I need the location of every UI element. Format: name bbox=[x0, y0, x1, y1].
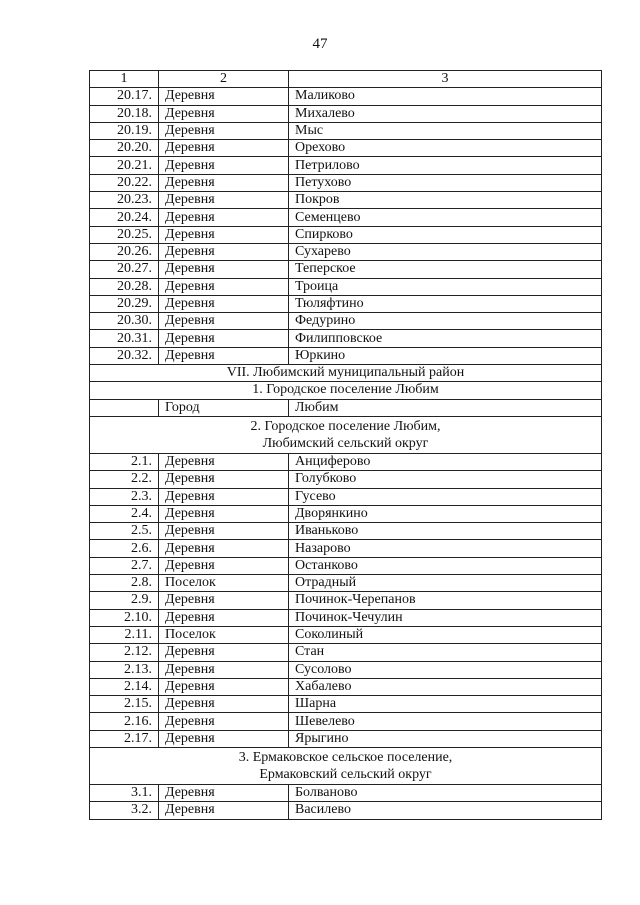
section-heading-row bbox=[90, 747, 602, 784]
table-row bbox=[90, 557, 602, 574]
settlement-type: Деревня bbox=[159, 261, 289, 278]
section-heading-line: Любимский сельский округ bbox=[262, 435, 429, 451]
settlement-name: Федурино bbox=[289, 313, 602, 330]
settlement-name: Орехово bbox=[289, 140, 602, 157]
settlement-name: Василево bbox=[289, 802, 602, 819]
table-row bbox=[90, 696, 602, 713]
table-row bbox=[90, 347, 602, 364]
section-heading bbox=[90, 747, 602, 784]
row-number: 20.24. bbox=[90, 209, 159, 226]
table-row bbox=[90, 243, 602, 260]
table-row bbox=[90, 592, 602, 609]
table-row bbox=[90, 330, 602, 347]
settlement-type: Деревня bbox=[159, 209, 289, 226]
settlement-name: Иваньково bbox=[289, 523, 602, 540]
table-row bbox=[90, 644, 602, 661]
row-number: 2.6. bbox=[90, 540, 159, 557]
row-number: 2.11. bbox=[90, 626, 159, 643]
row-number: 20.18. bbox=[90, 105, 159, 122]
settlement-name: Петухово bbox=[289, 174, 602, 191]
settlement-name: Троица bbox=[289, 278, 602, 295]
settlement-type: Деревня bbox=[159, 713, 289, 730]
settlement-type: Деревня bbox=[159, 540, 289, 557]
column-header-name: 3 bbox=[289, 71, 602, 88]
settlement-type: Деревня bbox=[159, 313, 289, 330]
settlement-type: Деревня bbox=[159, 730, 289, 747]
table-row bbox=[90, 626, 602, 643]
row-number: 20.20. bbox=[90, 140, 159, 157]
settlement-name: Гусево bbox=[289, 488, 602, 505]
settlement-type: Деревня bbox=[159, 523, 289, 540]
settlement-type: Деревня bbox=[159, 174, 289, 191]
settlement-type: Деревня bbox=[159, 661, 289, 678]
row-number: 2.10. bbox=[90, 609, 159, 626]
settlement-name: Хабалево bbox=[289, 678, 602, 695]
table-row bbox=[90, 140, 602, 157]
settlement-name: Сусолово bbox=[289, 661, 602, 678]
table-row bbox=[90, 471, 602, 488]
settlement-name: Теперское bbox=[289, 261, 602, 278]
settlement-type: Деревня bbox=[159, 295, 289, 312]
table-row bbox=[90, 540, 602, 557]
settlement-type: Деревня bbox=[159, 278, 289, 295]
settlement-name: Останково bbox=[289, 557, 602, 574]
table-row bbox=[90, 678, 602, 695]
row-number: 20.31. bbox=[90, 330, 159, 347]
row-number: 2.7. bbox=[90, 557, 159, 574]
section-heading-row bbox=[90, 382, 602, 399]
row-number: 3.1. bbox=[90, 784, 159, 801]
table-row bbox=[90, 192, 602, 209]
row-number: 2.15. bbox=[90, 696, 159, 713]
settlement-type: Деревня bbox=[159, 192, 289, 209]
page-number: 47 bbox=[312, 36, 328, 52]
row-number: 2.13. bbox=[90, 661, 159, 678]
settlement-name: Филипповское bbox=[289, 330, 602, 347]
row-number: 2.14. bbox=[90, 678, 159, 695]
section-heading-line: 3. Ермаковское сельское поселение, bbox=[238, 749, 453, 765]
table-row bbox=[90, 784, 602, 801]
settlement-type: Поселок bbox=[159, 626, 289, 643]
section-heading-line: Ермаковский сельский округ bbox=[259, 766, 432, 782]
settlement-type: Деревня bbox=[159, 471, 289, 488]
settlement-name: Любим bbox=[289, 399, 602, 416]
table-row bbox=[90, 802, 602, 819]
table-row bbox=[90, 453, 602, 470]
table-row bbox=[90, 609, 602, 626]
settlement-name: Тюляфтино bbox=[289, 295, 602, 312]
settlement-type: Деревня bbox=[159, 802, 289, 819]
settlement-name: Сухарево bbox=[289, 243, 602, 260]
row-number: 20.19. bbox=[90, 122, 159, 139]
table-row bbox=[90, 278, 602, 295]
settlement-name: Стан bbox=[289, 644, 602, 661]
row-number: 20.28. bbox=[90, 278, 159, 295]
section-heading-line: 1. Городское поселение Любим bbox=[252, 382, 439, 398]
table-row bbox=[90, 713, 602, 730]
row-number: 2.12. bbox=[90, 644, 159, 661]
settlements-table-body bbox=[90, 71, 602, 820]
table-row bbox=[90, 88, 602, 105]
settlement-type: Деревня bbox=[159, 505, 289, 522]
table-row bbox=[90, 505, 602, 522]
row-number: 20.26. bbox=[90, 243, 159, 260]
table-row bbox=[90, 261, 602, 278]
table-row bbox=[90, 730, 602, 747]
row-number: 2.9. bbox=[90, 592, 159, 609]
row-number: 2.17. bbox=[90, 730, 159, 747]
settlement-type: Деревня bbox=[159, 88, 289, 105]
row-number: 20.21. bbox=[90, 157, 159, 174]
settlement-type: Поселок bbox=[159, 575, 289, 592]
table-row bbox=[90, 174, 602, 191]
row-number: 20.32. bbox=[90, 347, 159, 364]
settlement-type: Деревня bbox=[159, 140, 289, 157]
table-row bbox=[90, 209, 602, 226]
settlement-name: Анциферово bbox=[289, 453, 602, 470]
settlement-type: Город bbox=[159, 399, 289, 416]
settlement-name: Назарово bbox=[289, 540, 602, 557]
column-header-type: 2 bbox=[159, 71, 289, 88]
row-number: 2.5. bbox=[90, 523, 159, 540]
settlement-name: Маликово bbox=[289, 88, 602, 105]
settlement-type: Деревня bbox=[159, 122, 289, 139]
row-number: 3.2. bbox=[90, 802, 159, 819]
row-number bbox=[90, 399, 159, 416]
table-row bbox=[90, 226, 602, 243]
row-number: 20.27. bbox=[90, 261, 159, 278]
settlement-type: Деревня bbox=[159, 453, 289, 470]
table-row bbox=[90, 575, 602, 592]
settlement-name: Спирково bbox=[289, 226, 602, 243]
row-number: 20.22. bbox=[90, 174, 159, 191]
settlement-name: Болваново bbox=[289, 784, 602, 801]
settlement-type: Деревня bbox=[159, 226, 289, 243]
table-row bbox=[90, 488, 602, 505]
column-header-row bbox=[90, 71, 602, 88]
settlement-type: Деревня bbox=[159, 347, 289, 364]
section-heading-row bbox=[90, 365, 602, 382]
settlement-name: Юркино bbox=[289, 347, 602, 364]
settlement-type: Деревня bbox=[159, 784, 289, 801]
row-number: 2.3. bbox=[90, 488, 159, 505]
row-number: 2.8. bbox=[90, 575, 159, 592]
settlement-name: Дворянкино bbox=[289, 505, 602, 522]
row-number: 2.4. bbox=[90, 505, 159, 522]
table-row bbox=[90, 122, 602, 139]
settlement-name: Шевелево bbox=[289, 713, 602, 730]
settlement-name: Семенцево bbox=[289, 209, 602, 226]
row-number: 20.25. bbox=[90, 226, 159, 243]
table-row bbox=[90, 105, 602, 122]
settlement-name: Ярыгино bbox=[289, 730, 602, 747]
settlement-type: Деревня bbox=[159, 330, 289, 347]
settlement-name: Покров bbox=[289, 192, 602, 209]
row-number: 20.23. bbox=[90, 192, 159, 209]
row-number: 20.30. bbox=[90, 313, 159, 330]
section-heading bbox=[90, 416, 602, 453]
settlement-name: Мыс bbox=[289, 122, 602, 139]
table-row bbox=[90, 313, 602, 330]
table-row bbox=[90, 523, 602, 540]
section-heading-line: VII. Любимский муниципальный район bbox=[226, 365, 465, 381]
row-number: 2.2. bbox=[90, 471, 159, 488]
table-row bbox=[90, 399, 602, 416]
table-row bbox=[90, 157, 602, 174]
settlement-type: Деревня bbox=[159, 644, 289, 661]
settlement-type: Деревня bbox=[159, 609, 289, 626]
table-row bbox=[90, 295, 602, 312]
row-number: 20.17. bbox=[90, 88, 159, 105]
settlements-table bbox=[89, 70, 602, 820]
section-heading bbox=[90, 365, 602, 382]
settlement-name: Соколиный bbox=[289, 626, 602, 643]
settlement-type: Деревня bbox=[159, 243, 289, 260]
settlement-type: Деревня bbox=[159, 696, 289, 713]
section-heading-line: 2. Городское поселение Любим, bbox=[250, 418, 441, 434]
row-number: 2.1. bbox=[90, 453, 159, 470]
settlement-type: Деревня bbox=[159, 592, 289, 609]
settlement-name: Отрадный bbox=[289, 575, 602, 592]
column-header-number: 1 bbox=[90, 71, 159, 88]
settlement-name: Починок-Черепанов bbox=[289, 592, 602, 609]
settlement-type: Деревня bbox=[159, 678, 289, 695]
settlement-type: Деревня bbox=[159, 157, 289, 174]
settlement-type: Деревня bbox=[159, 488, 289, 505]
settlement-name: Починок-Чечулин bbox=[289, 609, 602, 626]
settlement-type: Деревня bbox=[159, 557, 289, 574]
settlement-type: Деревня bbox=[159, 105, 289, 122]
settlement-name: Голубково bbox=[289, 471, 602, 488]
settlement-name: Михалево bbox=[289, 105, 602, 122]
settlement-name: Петрилово bbox=[289, 157, 602, 174]
settlement-name: Шарна bbox=[289, 696, 602, 713]
section-heading-row bbox=[90, 416, 602, 453]
row-number: 2.16. bbox=[90, 713, 159, 730]
section-heading bbox=[90, 382, 602, 399]
row-number: 20.29. bbox=[90, 295, 159, 312]
table-row bbox=[90, 661, 602, 678]
